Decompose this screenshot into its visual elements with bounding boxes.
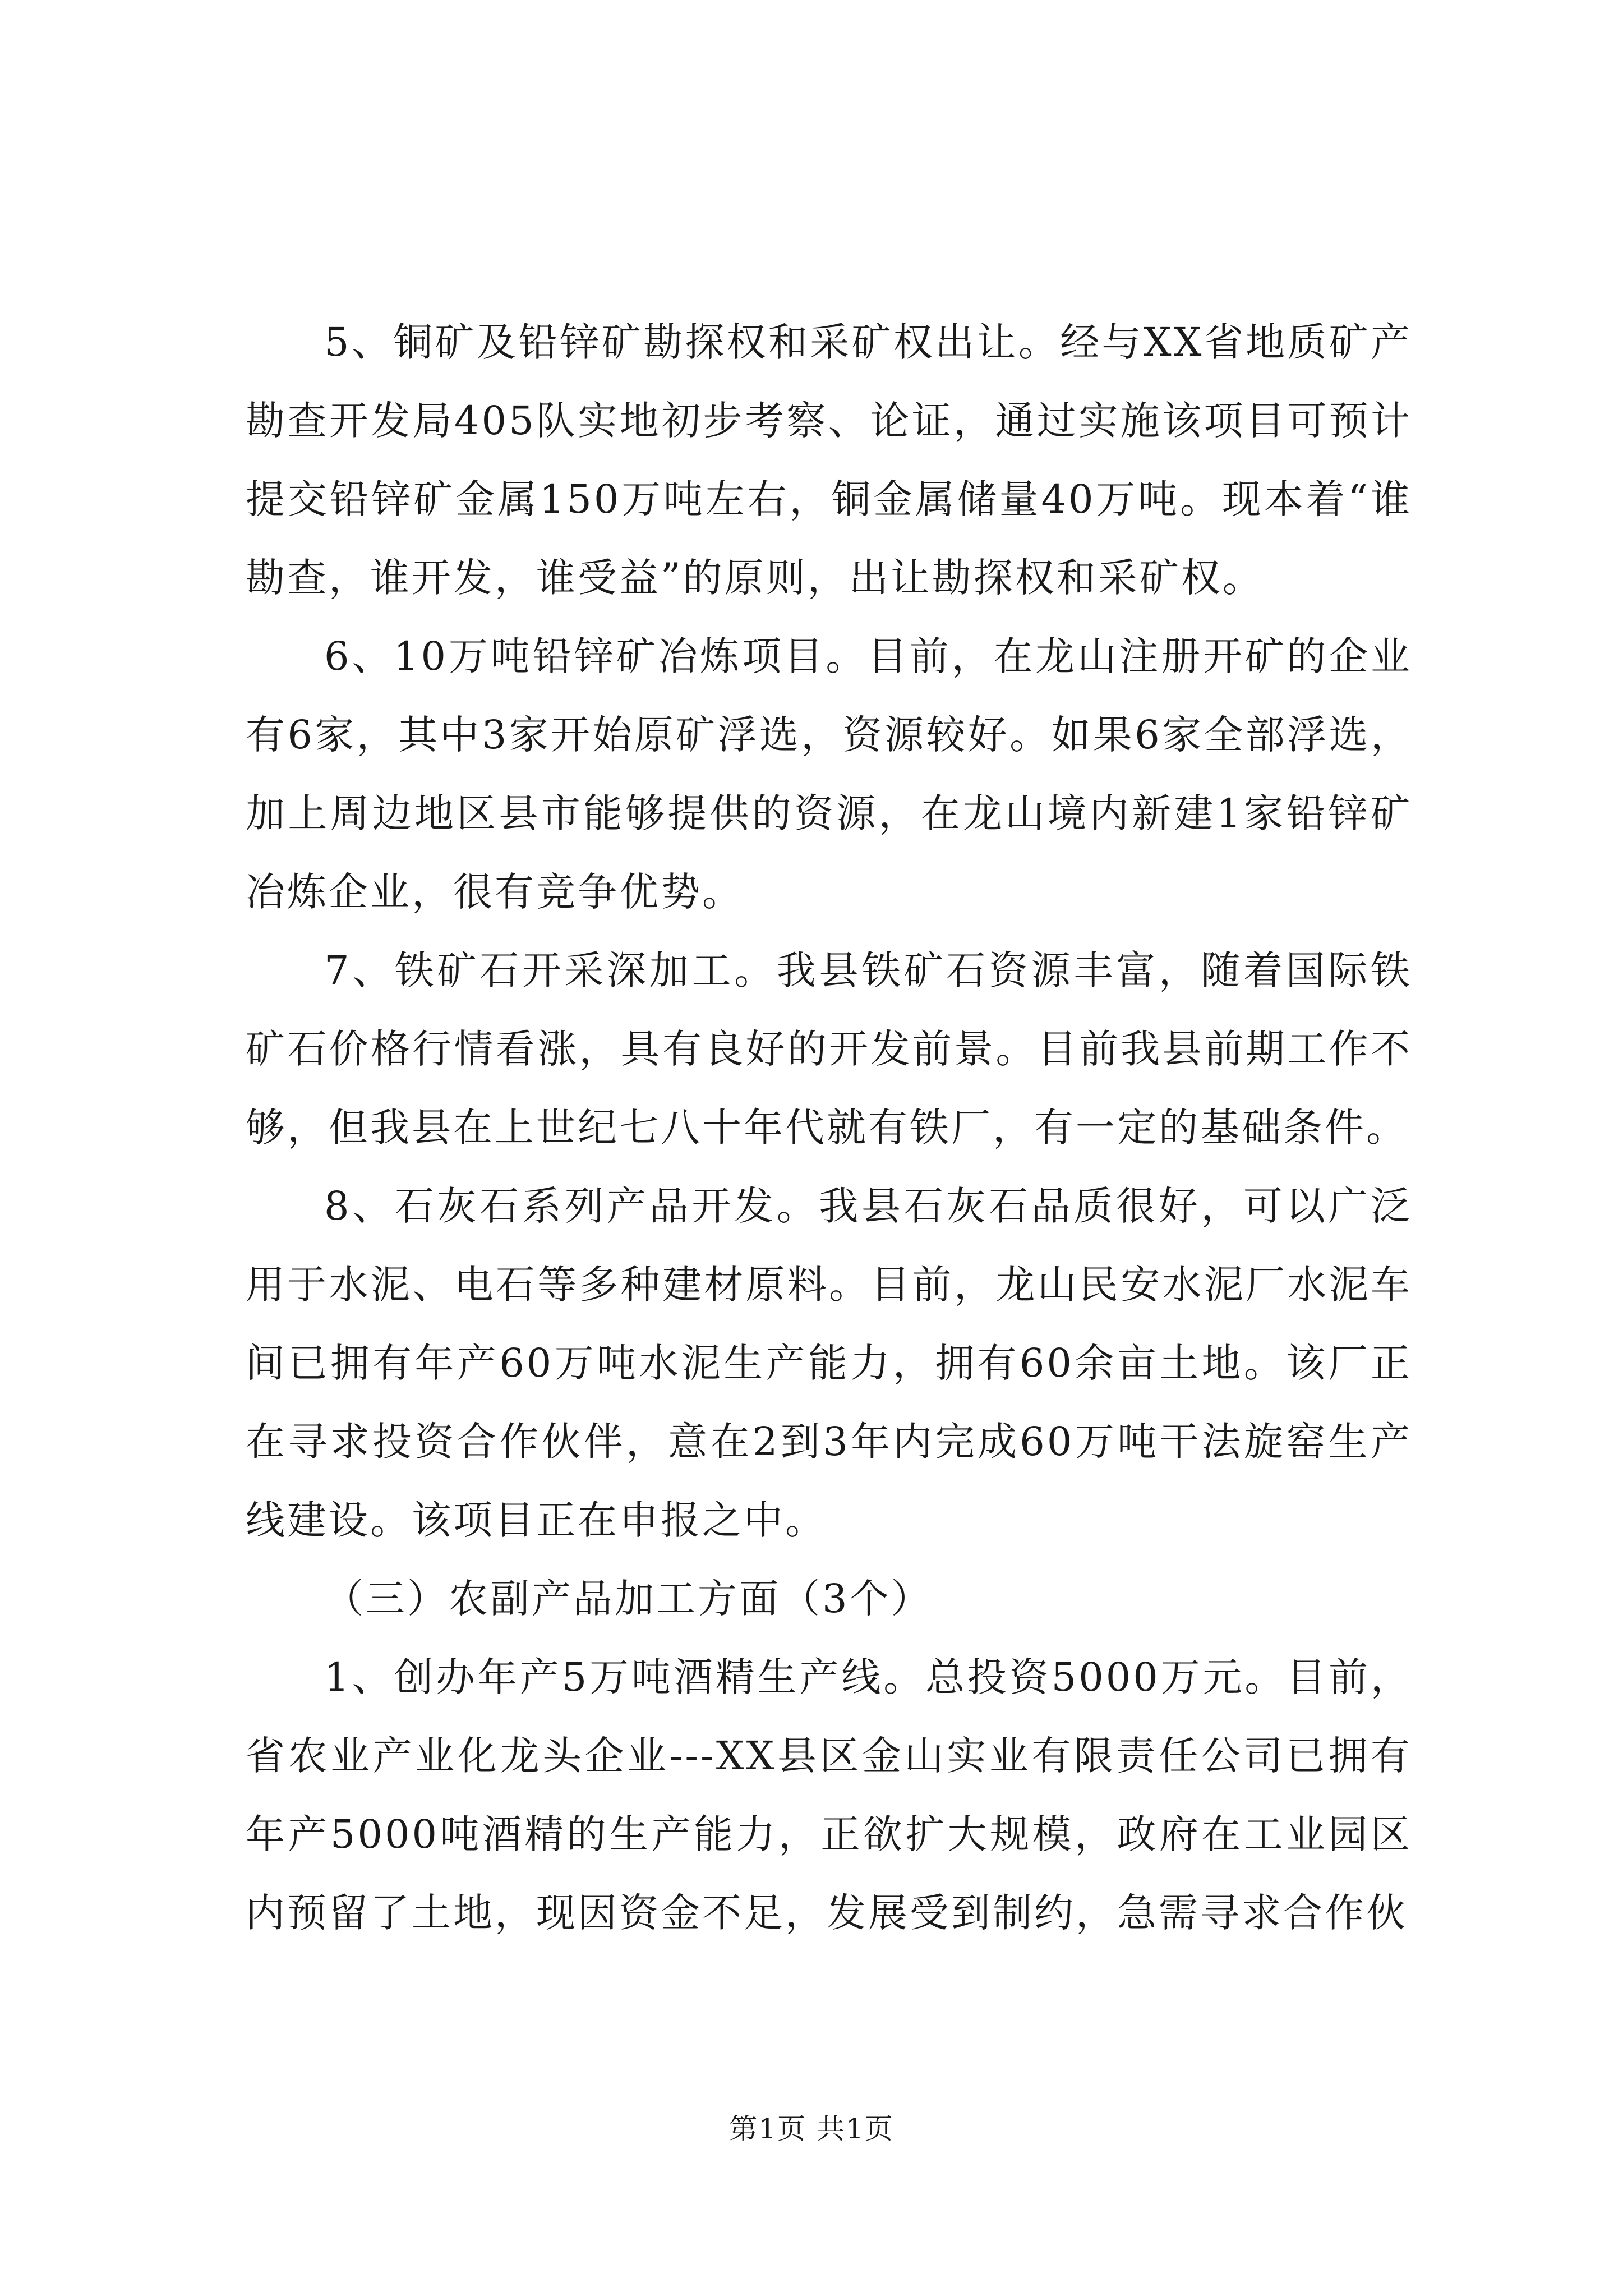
paragraph-iron-ore: 7、铁矿石开采深加工。我县铁矿石资源丰富，随着国际铁矿石价格行情看涨，具有良好的开发前景。目前我县前期工作不够，但我县在上世纪七八十年代就有铁厂，有一定的基础条件。 [246,947,1412,1151]
document-body [246,303,1412,1952]
paragraph-lead-zinc-smelting: 6、10万吨铅锌矿冶炼项目。目前，在龙山注册开矿的企业有6家，其中3家开始原矿浮选，资源较好。如果6家全部浮选，加上周边地区县市能够提供的资源，在龙山境内新建1家铅锌矿冶炼企业，很有竞争优势。 [246,633,1412,915]
page-footer: 第1页 共1页 [729,2113,894,2145]
paragraph-alcohol-line: 1、创办年产5万吨酒精生产线。总投资5000万元。目前，省农业产业化龙头企业---XX县区金山实业有限责任公司已拥有年产5000吨酒精的生产能力，正欲扩大规模，政府在工业园区内预留了土地，现因资金不足，发展受到制约，急需寻求合作伙 [246,1654,1412,1936]
section-heading-agri-processing: （三）农副产品加工方面（3个） [324,1576,933,1622]
paragraph-limestone: 8、石灰石系列产品开发。我县石灰石品质很好，可以广泛用于水泥、电石等多种建材原料。目前，龙山民安水泥厂水泥车间已拥有年产60万吨水泥生产能力，拥有60余亩土地。该厂正在寻求投资合作伙伴，意在2到3年内完成60万吨干法旋窑生产线建设。该项目正在申报之中。 [246,1183,1412,1543]
paragraph-copper-lead-zinc-rights: 5、铜矿及铅锌矿勘探权和采矿权出让。经与XX省地质矿产勘查开发局405队实地初步考察、论证，通过实施该项目可预计提交铅锌矿金属150万吨左右，铜金属储量40万吨。现本着“谁勘查，谁开发，谁受益”的原则，出让勘探权和采矿权。 [246,319,1412,601]
